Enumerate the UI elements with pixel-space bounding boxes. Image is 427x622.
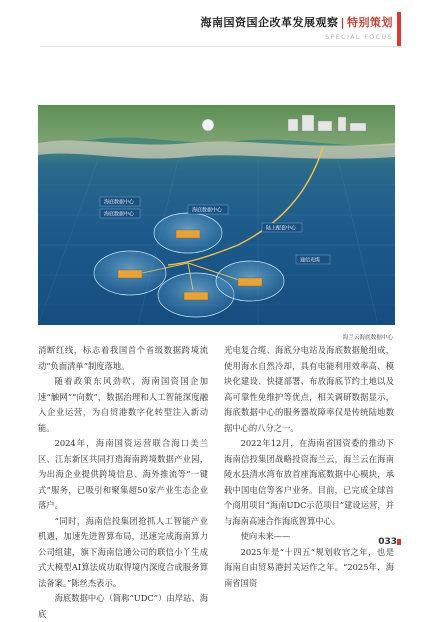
header-title-line [200, 14, 393, 30]
body-column-left [38, 343, 208, 622]
paragraph: 2024年，海南国资运营联合海口美兰区、江东新区共同打造海南跨境数据产业园，为出海企业提供跨境信息、海外推流等“一键式”服务，已吸引和聚集超50家产业生态企业落户。 [38, 438, 208, 510]
header-accent-bar [397, 12, 401, 46]
callout-label-2: 海底数据中心 [104, 211, 135, 218]
paragraph: 2022年12月，在海南省国资委的推动下海南信投集团战略投资海兰云，海兰云在海南陵水县清水湾布放首座海底数据中心模块，承载中国电信等客户业务。目前，已完成全球首个商用项目“海南UDC示范项目”建设运营，并与海南高速合作海底智算中心。 [224, 438, 394, 526]
paragraph: 光电复合缆、海底分电站及海底数据舱组成，使用海水自然冷却，具有电能利用效率高、模块化建设、快捷部署、布放海底节约土地以及高可靠性免维护等优点，相关调研数据显示，海底数据中心的服务器故障率仅是传统陆地数据中心的八分之一。 [224, 345, 394, 433]
callout-label-4: 陆上配套中心 [266, 225, 297, 232]
figure-caption: 海兰云海底数据中心 [342, 335, 393, 341]
paragraph: 使向未来—— [240, 531, 291, 541]
callout-label-5: 通信光缆 [300, 257, 321, 264]
callout-label-3: 海底数据中心 [192, 207, 223, 214]
body-column-right [224, 343, 394, 591]
paragraph: 随着政策东风劲吹，海南国资国企加速“触网”“向数”，数据治理和人工智能深度融入企业运营，为自贸港数字化转型注入新动能。 [38, 376, 208, 433]
callout-label-1: 海底数据中心 [104, 199, 135, 206]
paragraph: 2025年是“十四五”规划收官之年，也是海南自由贸易港封关运作之年。“2025年，海南省国资 [224, 546, 394, 588]
illustration-undersea-data-center [38, 105, 395, 325]
illustration-svg [38, 105, 395, 325]
header-divider [40, 46, 401, 47]
page-number: 033 [378, 537, 397, 547]
running-header [200, 14, 393, 41]
paragraph: 消断红线，标志着我国首个省级数据跨境流动“负面清单”制度落地。 [38, 345, 208, 371]
page-number-accent [397, 539, 401, 545]
header-separator: | [340, 16, 345, 29]
paragraph: 海底数据中心（简称“UDC”）由岸站、海底 [38, 593, 208, 619]
section-title: 海南国资国企改革发展观察 [200, 16, 339, 29]
paragraph: “同时，海南信投集团抢抓人工智能产业机遇，加速先进智算布局，迅速完成海南算力公司组建，旗下海南信通公司的联信小丫生成式大模型AI算法成功取得境内深度合成服务算法备案。”陈丝杰表示。 [38, 515, 208, 588]
section-subtitle: SPECIAL FOCUS [325, 33, 393, 41]
section-focus-label: 特别策划 [347, 16, 393, 29]
